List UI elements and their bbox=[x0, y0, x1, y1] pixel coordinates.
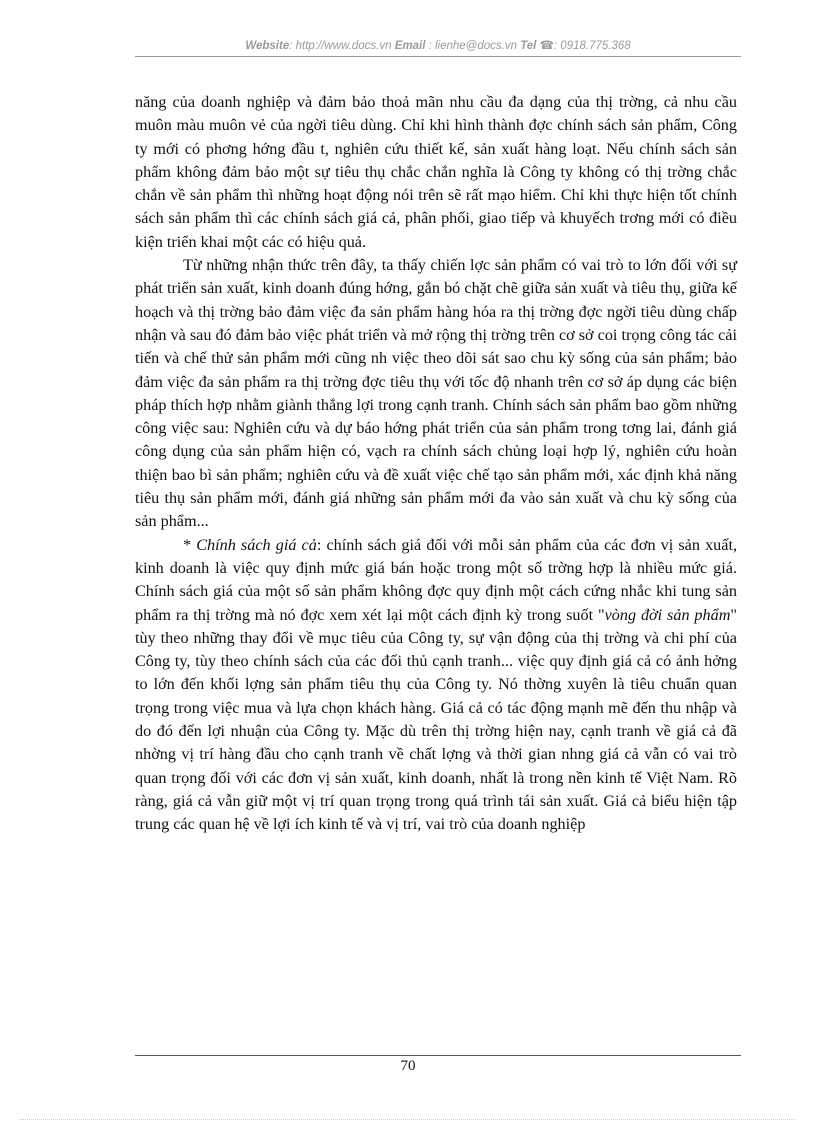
tel-label: Tel bbox=[520, 40, 537, 52]
email-label: Email bbox=[394, 40, 426, 52]
document-body bbox=[135, 91, 737, 837]
website-url: : http://www.docs.vn bbox=[289, 40, 392, 52]
tel-number: ☎: 0918.775.368 bbox=[536, 40, 631, 52]
paragraph-1: năng của doanh nghiệp và đảm bảo thoả mãn nhu cầu đa dạng của thị trờng, cả nhu cầu muôn màu muôn vẻ của ngời tiêu dùng. Chỉ khi hình thành đợc chính sách sản phẩm, Công ty mới có phơng hớng đầu t, nghiên cứu thiết kế, sản xuất hàng loạt. Nếu chính sách sản phẩm không đảm bảo một sự tiêu thụ chắc chắn nghĩa là Công ty không có thị trờng chắc chắn về sản phẩm thì những hoạt động nói trên sẽ rất mạo hiểm. Chỉ khi thực hiện tốt chính sách sản phẩm thì các chính sách giá cả, phân phối, giao tiếp và khuyếch trơng mới có điều kiện triển khai một các có hiệu quả. bbox=[135, 93, 737, 251]
paragraph-3-part-a: : chính sách giá đối với mỗi sản phẩm của các đơn vị sản xuất, kinh doanh là việc quy định mức giá bán hoặc trong một số trờng hợp là nhiều mức giá. Chính sách giá của một số sản phẩm không đợc quy định một cách cứng nhắc khi tung sản phẩm ra thị trờng mà nó đợc xem xét lại một cách định kỳ trong suốt " bbox=[135, 535, 738, 624]
header-divider bbox=[135, 56, 741, 57]
page-header bbox=[135, 38, 741, 52]
bullet-star: * bbox=[183, 535, 197, 554]
page-edge-border bbox=[20, 1119, 796, 1120]
italic-term: vòng đời sản phẩm bbox=[604, 605, 731, 624]
email-address: : lienhe@docs.vn bbox=[425, 40, 517, 52]
footer-divider bbox=[135, 1055, 741, 1056]
website-label: Website bbox=[245, 40, 290, 52]
paragraph-2: Từ những nhận thức trên đây, ta thấy chiến lợc sản phẩm có vai trò to lớn đối với sự phát triển sản xuất, kinh doanh đúng hớng, gắn bó chặt chẽ giữa sản xuất và tiêu thụ, giữa kế hoạch và thị trờng bảo đảm việc đa sản phẩm hàng hóa ra thị trờng đợc ngời tiêu dùng chấp nhận và sau đó đảm bảo việc phát triển và mở rộng thị trờng trên cơ sở coi trọng công tác cải tiến và chế thử sản phẩm mới cũng nh việc theo dõi sát sao chu kỳ sống của sản phẩm; bảo đảm việc đa sản phẩm ra thị trờng đợc tiêu thụ với tốc độ nhanh trên cơ sở áp dụng các biện pháp thích hợp nhằm giành thắng lợi trong cạnh tranh. Chính sách sản phẩm bao gồm những công việc sau: Nghiên cứu và dự báo hớng phát triển của sản phẩm trong tơng lai, đánh giá công dụng của sản phẩm hiện có, vạch ra chính sách chủng loại hợp lý, nghiên cứu hoàn thiện bao bì sản phẩm; nghiên cứu và đề xuất việc chế tạo sản phẩm mới, xác định khả năng tiêu thụ sản phẩm mới, đánh giá những sản phẩm mới đa vào sản xuất và chu kỳ sống của sản phẩm... bbox=[135, 256, 737, 531]
paragraph-3 bbox=[135, 534, 737, 837]
paragraph-3-part-b: " tùy theo những thay đổi về mục tiêu của Công ty, sự vận động của thị trờng và chi phí của Công ty, tùy theo chính sách của các đối thủ cạnh tranh... việc quy định giá cả có ảnh hởng to lớn đến khối lợng sản phẩm tiêu thụ của Công ty. Nó thờng xuyên là tiêu chuẩn quan trọng trong việc mua và lựa chọn khách hàng. Giá cả có tác động mạnh mẽ đến thu nhập và do đó đến lợi nhuận của Công ty. Mặc dù trên thị trờng hiện nay, cạnh tranh về giá cả đã nhờng vị trí hàng đầu cho cạnh tranh về chất lợng và thời gian nhng giá cả vẫn có vai trò quan trọng đối với các đơn vị sản xuất, kinh doanh, nhất là trong nền kinh tế Việt Nam. Rõ ràng, giá cả vẫn giữ một vị trí quan trọng trong quá trình tái sản xuất. Giá cả biểu hiện tập trung các quan hệ về lợi ích kinh tế và vị trí, vai trò của doanh nghiệp bbox=[135, 605, 738, 834]
section-heading-price-policy: Chính sách giá cả bbox=[196, 535, 317, 554]
page-number: 70 bbox=[400, 1058, 416, 1074]
